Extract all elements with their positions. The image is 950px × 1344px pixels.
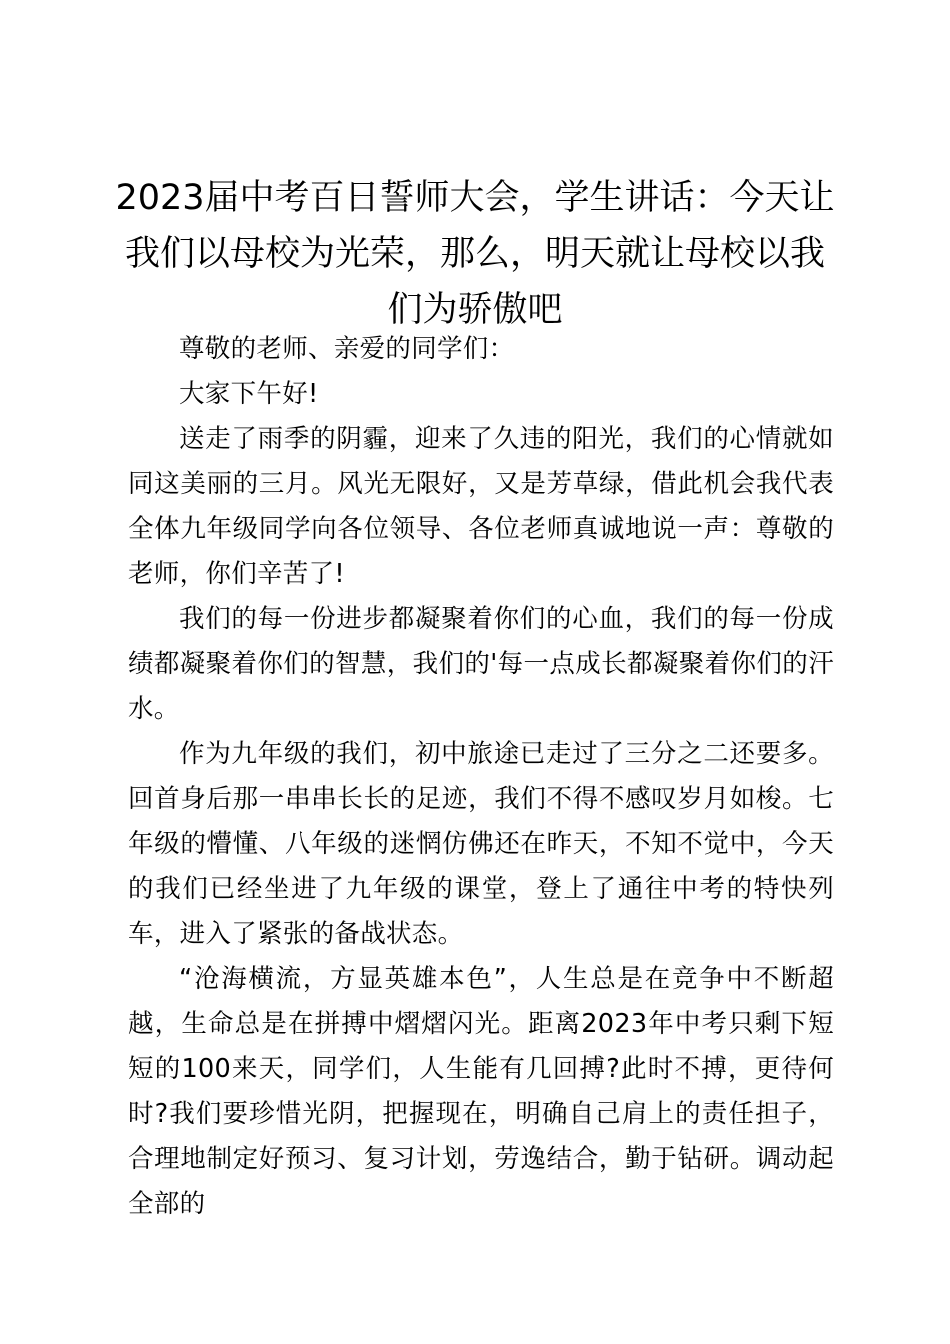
body-paragraph: 送走了雨季的阴霾，迎来了久违的阳光，我们的心情就如同这美丽的三月。风光无限好，又是芳草绿，借此机会我代表全体九年级同学向各位领导、各位老师真诚地说一声：尊敬的老师，你们辛苦了! [128,424,834,589]
body-paragraph: 作为九年级的我们，初中旅途已走过了三分之二还要多。回首身后那一串串长长的足迹，我们不得不感叹岁月如梭。七年级的懵懂、八年级的迷惘仿佛还在昨天，不知不觉中，今天的我们已经坐进了九年级的课堂，登上了通往中考的特快列车，进入了紧张的备战状态。 [128,739,834,949]
salutation-paragraph: 尊敬的老师、亲爱的同学们： [179,334,515,364]
document-body [128,327,834,1227]
document-title: 2023届中考百日誓师大会，学生讲话：今天让我们以母校为光荣，那么，明天就让母校以我们为骄傲吧 [115,178,835,330]
body-paragraph: “沧海横流，方显英雄本色”，人生总是在竞争中不断超越，生命总是在拼搏中熠熠闪光。距离2023年中考只剩下短短的100来天，同学们，人生能有几回搏?此时不搏，更待何时?我们要珍惜光阴，把握现在，明确自己肩上的责任担子，合理地制定好预习、复习计划，劳逸结合，勤于钻研。调动起全部的 [128,964,834,1219]
greeting-paragraph: 大家下午好! [179,379,319,409]
body-paragraph: 我们的每一份进步都凝聚着你们的心血，我们的每一份成绩都凝聚着你们的智慧，我们的'每一点成长都凝聚着你们的汗水。 [128,604,834,724]
